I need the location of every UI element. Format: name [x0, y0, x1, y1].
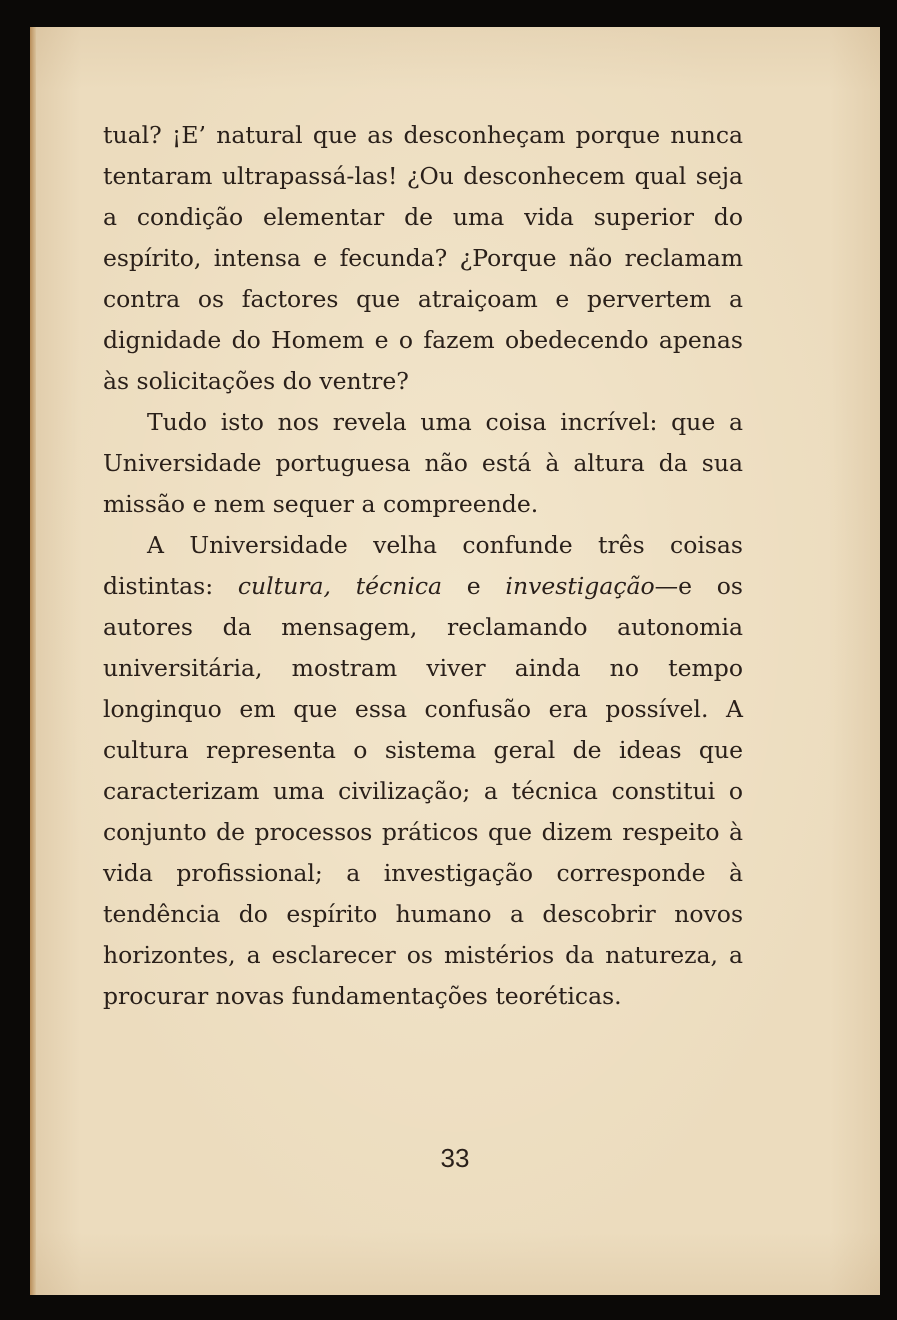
page-number: 33 [440, 1143, 470, 1173]
text-run: A Universidade velha confunde três coisas distintas: [103, 531, 743, 600]
italic-term-cultura: cultura, [237, 572, 331, 600]
text-run: —e os autores da mensagem, reclamando autonomia universitária, mostram viver ainda no tempo longinquo em que essa confusão era possível. A cultura representa o sistema geral de ideas que caracterizam uma civilização; a técnica constitui o conjunto de processos práticos que dizem respeito à vida profissional; a investigação corresponde à tendência do espírito humano a descobrir novos horizontes, a esclarecer os mistérios da natureza, a procurar novas fundamentações teoréticas. [103, 572, 743, 1010]
italic-term-investigacao: investigação [505, 572, 655, 600]
book-page [30, 27, 880, 1295]
text-run: tual? ¡E’ natural que as desconheçam porque nunca tentaram ultrapassá-las! ¿Ou desconhecem qual seja a condição elementar de uma vida superior do espírito, intensa e fecunda? ¿Porque não reclamam contra os factores que atraiçoam e pervertem a dignidade do Homem e o fazem obedecendo apenas às solicitações do ventre? [103, 121, 743, 395]
paragraph-3 [103, 525, 743, 1017]
body-text [103, 115, 743, 1017]
page-edge [30, 27, 36, 1295]
paragraph-1 [103, 115, 743, 402]
text-run: e [442, 572, 506, 600]
text-run [331, 572, 356, 600]
italic-term-tecnica: técnica [355, 572, 443, 600]
paragraph-2 [103, 402, 743, 525]
text-run: Tudo isto nos revela uma coisa incrível: que a Universidade portuguesa não está à altura da sua missão e nem sequer a compreende. [103, 408, 743, 518]
